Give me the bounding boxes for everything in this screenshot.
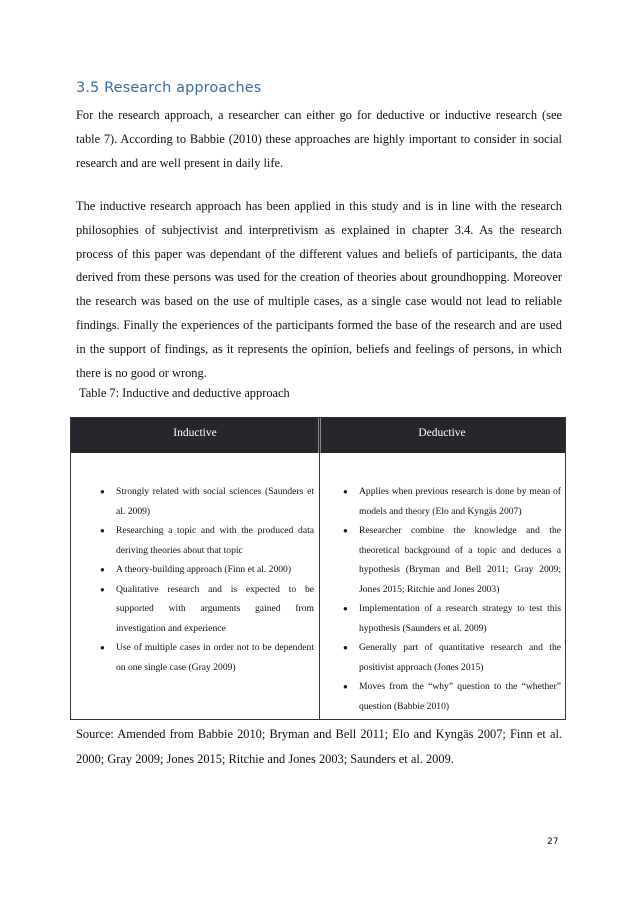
section-heading: 3.5 Research approaches — [76, 80, 262, 96]
header-inductive: Inductive — [173, 427, 217, 439]
bullet-icon: ● — [343, 643, 348, 652]
list-item — [100, 580, 314, 639]
list-item — [343, 599, 561, 638]
table-caption: Table 7: Inductive and deductive approach — [79, 386, 290, 400]
bullet-icon: ● — [343, 526, 348, 535]
list-item — [343, 677, 561, 716]
list-item-text: Researching a topic and with the produced data deriving theories about that topic — [116, 525, 314, 556]
list-item-text: Generally part of quantitative research and the positivist approach (Jones 2015) — [359, 642, 561, 673]
bullet-icon: ● — [100, 565, 105, 574]
table-source: Source: Amended from Babbie 2010; Bryman and Bell 2011; Elo and Kyngäs 2007; Finn et al. 2000; Gray 2009; Jones 2015; Ritchie and Jones 2003; Saunders et al. 2009. — [76, 727, 562, 766]
deductive-list — [343, 482, 561, 716]
bullet-icon: ● — [100, 584, 105, 594]
list-item-text: Researcher combine the knowledge and the theoretical background of a topic and deduces a hypothesis (Bryman and Bell 2011; Gray 2009; Jones 2015; Ritchie and Jones 2003) — [359, 525, 561, 595]
page-number: 27 — [547, 837, 559, 847]
bullet-icon: ● — [343, 604, 348, 613]
list-item-text: Implementation of a research strategy to test this hypothesis (Saunders et al. 2009) — [359, 603, 561, 634]
bullet-icon: ● — [100, 487, 105, 496]
bullet-icon: ● — [343, 487, 348, 496]
column-divider — [319, 453, 320, 719]
list-item — [343, 521, 561, 599]
deductive-cell — [343, 482, 561, 716]
bullet-icon: ● — [343, 682, 348, 691]
list-item-text: Applies when previous research is done by mean of models and theory (Elo and Kyngäs 2007) — [359, 486, 561, 517]
paragraph-inductive-approach: The inductive research approach has been applied in this study and is in line with the research philosophies of subjectivist and interpretivism as explained in chapter 3.4. As the research process of this paper was dependant of the different values and beliefs of participants, the data derived from these persons was used for the creation of theories about groundhopping. Moreover the research was based on the use of multiple cases, as a single case would not lead to reliable findings. Finally the experiences of the participants formed the base of the research and are used in the support of findings, as it represents the opinion, beliefs and feelings of persons, in which there is no good or wrong. — [76, 199, 562, 380]
list-item — [100, 482, 314, 521]
list-item — [100, 521, 314, 560]
list-item-text: Moves from the “why” question to the “whether” question (Babbie 2010) — [359, 681, 561, 712]
header-deductive: Deductive — [418, 427, 466, 439]
bullet-icon: ● — [100, 526, 105, 535]
bullet-icon: ● — [100, 643, 105, 652]
inductive-list — [100, 482, 314, 677]
list-item-text: A theory-building approach (Finn et al. 2000) — [116, 564, 292, 575]
approach-table — [70, 417, 566, 720]
list-item — [100, 560, 314, 580]
list-item — [343, 638, 561, 677]
inductive-cell — [100, 482, 314, 677]
paragraph-intro: For the research approach, a researcher can either go for deductive or inductive research (see table 7). According to Babbie (2010) these approaches are highly important to consider in social research and are well present in daily life. — [76, 108, 562, 170]
list-item-text: Strongly related with social sciences (Saunders et al. 2009) — [116, 486, 314, 517]
list-item — [100, 638, 314, 677]
table-header-row — [71, 418, 565, 453]
list-item-text: Use of multiple cases in order not to be dependent on one single case (Gray 2009) — [116, 642, 314, 673]
list-item — [343, 482, 561, 521]
list-item-text: Qualitative research and is expected to be supported with arguments gained from investigation and experience — [116, 583, 314, 634]
